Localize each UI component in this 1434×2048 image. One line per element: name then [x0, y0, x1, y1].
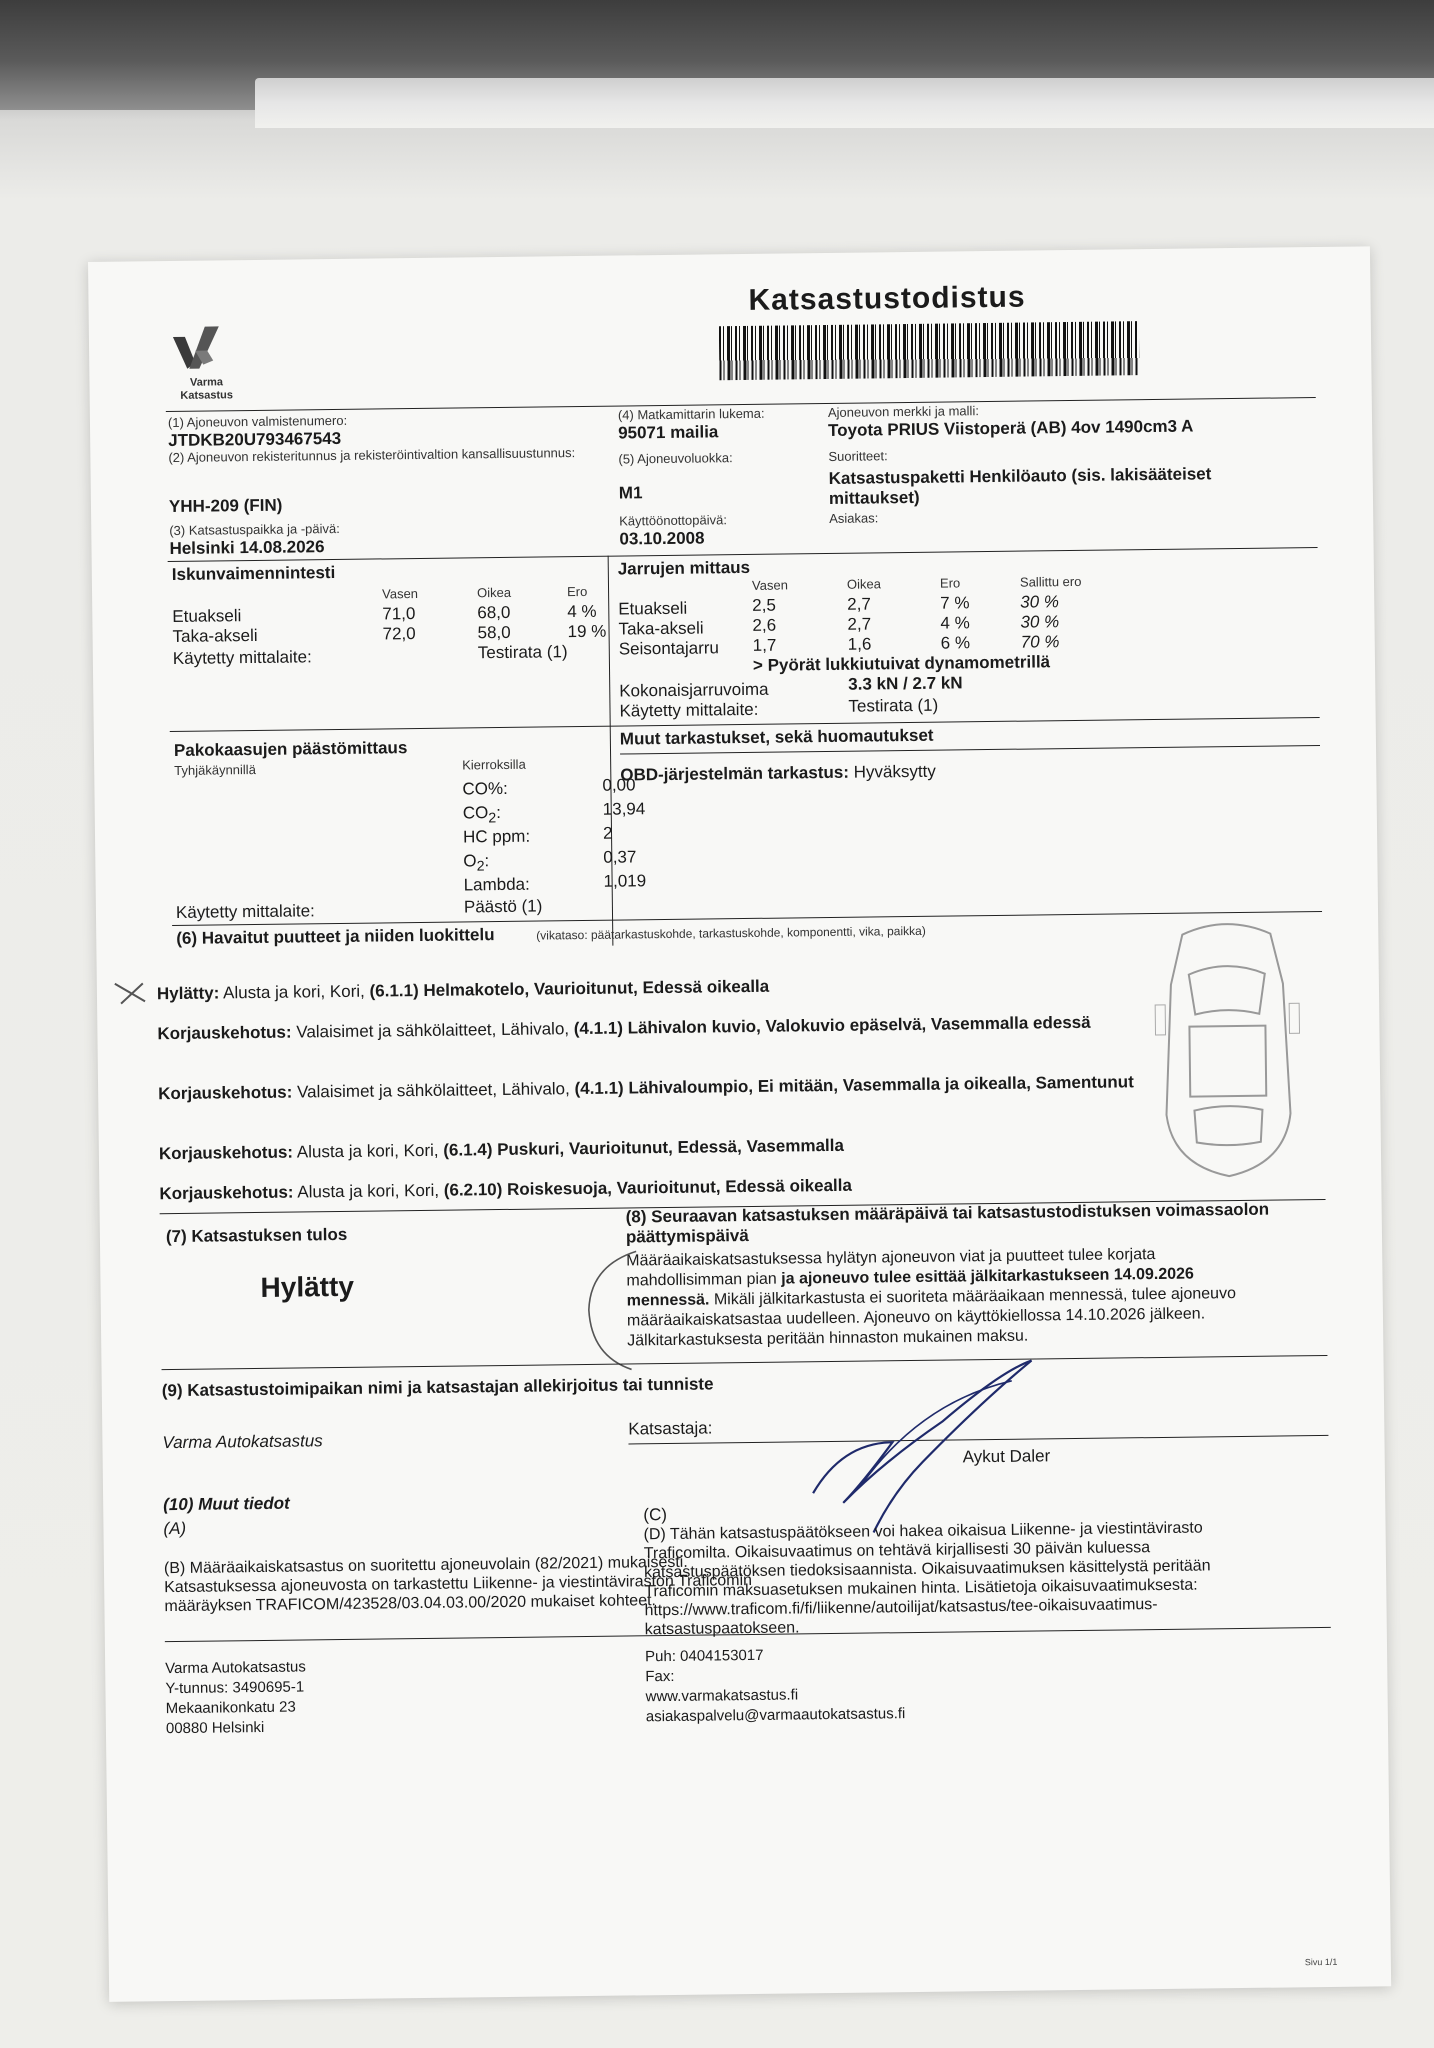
next-text-3: Mikäli jälkitarkastusta ei suoriteta määräaikaan mennessä, tulee ajoneuvo määräaikaiskatsastaa uudelleen. Ajoneuvo on käyttökiellossa 14.10.2026 jälkeen. Jälkitarkastuksesta peritään hinnaston mukainen maksu.: [626, 1285, 1237, 1350]
brakes-cell: 70 %: [1020, 632, 1060, 652]
misc-b: (B) Määräaikaiskatsastus on suoritettu ajoneuvolain (82/2021) mukaisesti. Katsastuksessa ajoneuvosta on tarkastettu Liikenne- ja viestintäviraston Traficomin määräyksen TRAFICOM/423528/03.04.03.00/2020 mukaiset kohteet.: [163, 1553, 753, 1616]
odometer-label: (4) Matkamittarin lukema:: [617, 405, 765, 423]
defect-type: Korjauskehotus:: [157, 1022, 292, 1044]
next-inspection-text: [626, 1244, 1247, 1352]
brakes-row-label: Taka-akseli: [618, 618, 704, 639]
defect-type: Korjauskehotus:: [159, 1182, 294, 1204]
emission-label: Lambda:: [463, 874, 530, 895]
vin-label: (1) Ajoneuvon valmistenumero:: [167, 412, 348, 431]
footer-city: 00880 Helsinki: [165, 1718, 265, 1738]
emissions-title: Pakokaasujen päästömittaus: [173, 738, 408, 760]
other-title: Muut tarkastukset, sekä huomautukset: [619, 725, 934, 749]
brakes-cell: 2,6: [752, 615, 777, 635]
inspection-certificate: [88, 246, 1391, 2002]
emissions-rpm: Kierroksilla: [462, 756, 526, 773]
brakes-cell: 7 %: [940, 593, 970, 613]
brakes-total: 3.3 kN / 2.7 kN: [848, 673, 963, 694]
shock-cell: 58,0: [477, 622, 511, 643]
car-diagram-icon: [1152, 913, 1303, 1183]
footer-web: www.varmakatsastus.fi: [645, 1686, 799, 1706]
performance-label: Suoritteet:: [828, 448, 888, 464]
footer-left: [165, 1657, 307, 1739]
brakes-device-label: Käytetty mittalaite:: [619, 699, 759, 721]
misc-d: (D) Tähän katsastuspäätökseen voi hakea oikaisua Liikenne- ja viestintävirasto Traficomilta. Oikaisuvaatimus on tehtävä kirjallisesti 30 päivän kuluessa katsastuspäätöksen tiedoksisaannista. Oikaisuvaatimuksen käsittelystä peritään Traficomin maksuasetuksen mukainen hinta. Lisätietoja oikaisuvaatimuksesta: https://www.traficom.fi/fi/liikenne/autoilijat/katsastus/tee-oikaisuvaatimus-katsastuspaatokseen.: [643, 1519, 1211, 1639]
next-text-1: Määräaikaiskatsastuksessa hylätyn ajoneuvon viat ja puutteet tulee korjata mahdollisimman pian: [626, 1246, 1156, 1290]
shock-cell: 4 %: [567, 601, 597, 622]
class-label: (5) Ajoneuvoluokka:: [618, 450, 733, 467]
footer-fax: Fax:: [645, 1667, 675, 1686]
brakes-title: Jarrujen mittaus: [617, 557, 751, 579]
obd-label: OBD-järjestelmän tarkastus:: [620, 762, 850, 785]
station-name: Varma Autokatsastus: [162, 1431, 323, 1453]
defect-bold: (6.1.4) Puskuri, Vaurioitunut, Edessä, Vasemmalla: [443, 1135, 844, 1160]
brakes-cell: 30 %: [1020, 612, 1060, 632]
defect-bold: (6.2.10) Roiskesuoja, Vaurioitunut, Edessä oikealla: [443, 1175, 853, 1200]
emission-label: $O_2$:: [463, 851, 490, 875]
cross-mark-icon: [111, 979, 151, 1005]
emission-value: 0,00: [602, 775, 636, 795]
brakes-col: Vasen: [751, 577, 788, 593]
brakes-row-label: Etuakseli: [618, 598, 688, 619]
next-inspection-title: (8) Seuraavan katsastuksen määräpäivä tai katsastustodistuksen voimassaolon päättymispäivä: [625, 1199, 1270, 1247]
result-title: (7) Katsastuksen tulos: [165, 1224, 348, 1247]
emission-value: 0,37: [603, 847, 637, 867]
emission-value: 2: [602, 823, 613, 843]
defect-plain: Valaisimet ja sähkölaitteet, Lähivalo,: [296, 1079, 570, 1102]
result-value: Hylätty: [260, 1270, 355, 1303]
misc-a: (A): [163, 1518, 187, 1539]
defect-item: [159, 1131, 1139, 1165]
shock-col-left: Vasen: [381, 585, 419, 602]
divider: [172, 911, 1322, 926]
defect-item: [159, 1171, 1139, 1205]
brakes-col: Sallittu ero: [1019, 573, 1082, 590]
obd-row: [620, 762, 936, 786]
page-number: Sivu 1/1: [1304, 1956, 1338, 1968]
brakes-cell: 4 %: [940, 613, 970, 633]
defects-subtitle: (vikataso: päätarkastuskohde, tarkastuskohde, komponentti, vika, paikka): [536, 923, 926, 943]
shock-cell: 68,0: [477, 602, 511, 623]
shock-device: Testirata (1): [477, 642, 568, 663]
next-text-2: ja ajoneuvo tulee esittää jälkitarkastukseen 14.09.2026 mennessä.: [626, 1265, 1194, 1310]
shock-device-label: Käytetty mittalaite:: [172, 647, 312, 668]
place-label: (3) Katsastuspaikka ja -päivä:: [169, 520, 340, 539]
misc-c: (C): [643, 1505, 668, 1525]
brakes-cell: 2,5: [752, 595, 776, 615]
brakes-cell: 1,7: [752, 635, 777, 655]
inspector-label: Katsastaja:: [628, 1418, 713, 1439]
emission-label: HC ppm:: [462, 826, 531, 847]
shock-cell: 71,0: [382, 604, 416, 624]
make-value: Toyota PRIUS Viistoperä (AB) 4ov 1490cm3 A: [827, 416, 1194, 440]
defects-title: (6) Havaitut puutteet ja niiden luokittelu: [176, 925, 495, 948]
shock-col-diff: Ero: [566, 583, 588, 600]
shock-row-label: Taka-akseli: [172, 625, 258, 646]
footer-right: [645, 1644, 905, 1727]
intro-date-value: 03.10.2008: [619, 528, 705, 549]
performance-value: Katsastuspaketti Henkilöauto (sis. lakisääteiset mittaukset): [828, 464, 1212, 508]
odometer-value: 95071 mailia: [618, 422, 719, 443]
brakes-total-label: Kokonaisjarruvoima: [619, 679, 769, 701]
signature-title: (9) Katsastustoimipaikan nimi ja katsastajan allekirjoitus tai tunniste: [161, 1374, 714, 1401]
emission-label: CO%:: [462, 778, 508, 799]
emissions-device-label: Käytetty mittalaite:: [175, 901, 315, 922]
reg-label: (2) Ajoneuvon rekisteritunnus ja rekisteröintivaltion kansallisuustunnus:: [168, 445, 576, 466]
class-value: M1: [618, 483, 643, 503]
defect-plain: Alusta ja kori, Kori,: [297, 1180, 440, 1202]
reg-value: YHH-209 (FIN): [168, 495, 283, 517]
brakes-cell: 30 %: [1020, 592, 1060, 612]
intro-date-label: Käyttöönottopäivä:: [619, 512, 727, 529]
brakes-cell: 1,6: [847, 634, 872, 654]
defect-plain: Alusta ja kori, Kori,: [296, 1140, 439, 1162]
emissions-device: Päästö (1): [463, 896, 543, 917]
footer-phone: Puh: 0404153017: [644, 1646, 764, 1666]
brakes-col: Oikea: [846, 576, 882, 592]
defect-type: Korjauskehotus:: [158, 1082, 293, 1104]
brakes-row-label: Seisontajarru: [618, 638, 720, 659]
shock-title: Iskunvaimennintesti: [171, 563, 336, 584]
defect-item: [158, 1071, 1138, 1105]
defect-type: Hylätty:: [156, 983, 220, 1004]
brakes-cell: 6 %: [940, 633, 971, 653]
defect-bold: (4.1.1) Lähivalon kuvio, Valokuvio epäselvä, Vasemmalla edessä: [573, 1012, 1091, 1039]
defect-plain: Valaisimet ja sähkölaitteet, Lähivalo,: [296, 1019, 570, 1042]
brakes-col: Ero: [939, 575, 961, 591]
footer-company: Varma Autokatsastus: [165, 1658, 306, 1678]
brakes-cell: 2,7: [847, 614, 872, 634]
shock-col-right: Oikea: [476, 584, 512, 601]
defect-item: [157, 1011, 1137, 1045]
barcode: [719, 321, 1140, 380]
defect-bold: (4.1.1) Lähivaloumpio, Ei mitään, Vasemmalla ja oikealla, Samentunut: [574, 1072, 1134, 1099]
shock-cell: 19 %: [567, 621, 607, 642]
emissions-idle: Tyhjäkäynnillä: [174, 761, 256, 778]
defect-bold: (6.1.1) Helmakotelo, Vaurioitunut, Edessä oikealla: [369, 976, 770, 1001]
emission-label: $CO_2$:: [462, 802, 501, 827]
misc-title: (10) Muut tiedot: [163, 1493, 290, 1515]
defect-item: [157, 971, 1157, 1005]
shock-cell: 72,0: [382, 624, 416, 644]
emission-value: 13,94: [602, 799, 646, 819]
footer-email: asiakaspalvelu@varmaautokatsastus.fi: [645, 1705, 906, 1726]
divider: [162, 1355, 1328, 1370]
shock-row-label: Etuakseli: [172, 606, 242, 626]
signature-scribble-icon: [801, 1340, 1063, 1543]
make-label: Ajoneuvon merkki ja malli:: [827, 403, 979, 420]
logo-text: Varma Katsastus: [180, 376, 233, 402]
desk-ledge: [255, 78, 1434, 128]
inspector-name: Aykut Daler: [962, 1446, 1051, 1467]
customer-label: Asiakas:: [829, 510, 879, 526]
footer-street: Mekaanikonkatu 23: [165, 1698, 296, 1718]
obd-value: Hyväksytty: [853, 761, 936, 782]
defect-type: Korjauskehotus:: [158, 1142, 294, 1164]
brakes-cell: 2,7: [847, 594, 871, 614]
page-title: Katsastustodistus: [748, 280, 1026, 317]
handwritten-bracket-icon: [580, 1245, 642, 1376]
place-value: Helsinki 14.08.2026: [169, 537, 325, 559]
vin-value: JTDKB20U793467543: [168, 428, 342, 451]
defect-plain: Alusta ja kori, Kori,: [222, 981, 365, 1003]
emission-value: 1,019: [603, 871, 647, 891]
varma-logo-icon: [169, 320, 230, 373]
brakes-note: > Pyörät lukkiutuivat dynamometrillä: [752, 652, 1051, 675]
footer-ytunnus: Y-tunnus: 3490695-1: [165, 1678, 305, 1698]
brakes-device: Testirata (1): [848, 695, 939, 716]
